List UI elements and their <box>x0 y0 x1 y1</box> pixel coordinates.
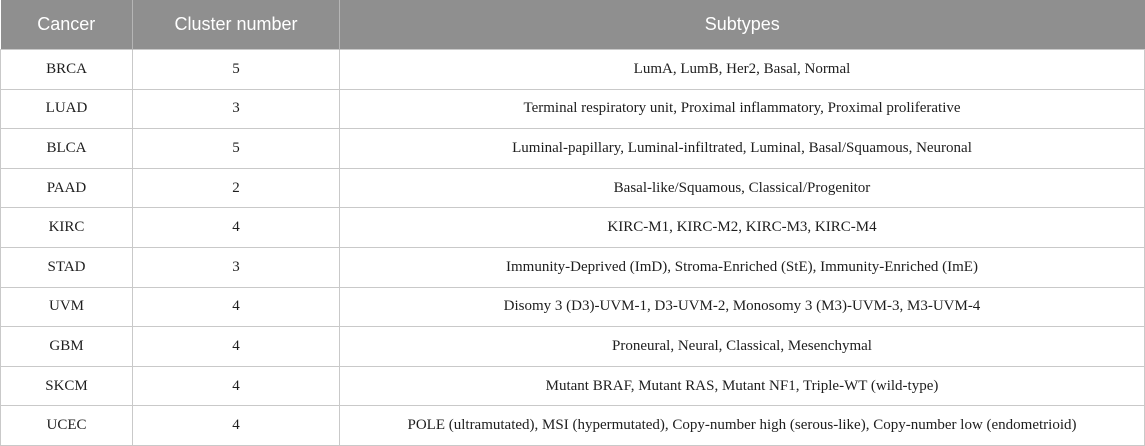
cell-subtypes: Luminal-papillary, Luminal-infiltrated, Luminal, Basal/Squamous, Neuronal <box>340 129 1145 169</box>
cell-cluster-number: 4 <box>133 327 340 367</box>
cell-cancer: GBM <box>1 327 133 367</box>
cell-cancer: LUAD <box>1 89 133 129</box>
cell-cancer: BRCA <box>1 50 133 90</box>
table-row <box>1 287 1145 327</box>
cell-subtypes: Mutant BRAF, Mutant RAS, Mutant NF1, Triple-WT (wild-type) <box>340 366 1145 406</box>
table-row <box>1 406 1145 446</box>
cell-cluster-number: 4 <box>133 287 340 327</box>
table-row <box>1 89 1145 129</box>
header-cancer: Cancer <box>1 0 133 50</box>
table-row <box>1 247 1145 287</box>
cell-cancer: SKCM <box>1 366 133 406</box>
cell-cluster-number: 2 <box>133 168 340 208</box>
cell-cancer: PAAD <box>1 168 133 208</box>
cell-cancer: UCEC <box>1 406 133 446</box>
cell-cluster-number: 3 <box>133 89 340 129</box>
cell-subtypes: Immunity-Deprived (ImD), Stroma-Enriched (StE), Immunity-Enriched (ImE) <box>340 247 1145 287</box>
cell-cancer: STAD <box>1 247 133 287</box>
header-subtypes: Subtypes <box>340 0 1145 50</box>
cell-cancer: UVM <box>1 287 133 327</box>
table-row <box>1 327 1145 367</box>
cell-subtypes: POLE (ultramutated), MSI (hypermutated), Copy-number high (serous-like), Copy-number low (endometrioid) <box>340 406 1145 446</box>
header-row <box>1 0 1145 50</box>
table-row <box>1 129 1145 169</box>
cell-cluster-number: 3 <box>133 247 340 287</box>
cell-subtypes: KIRC-M1, KIRC-M2, KIRC-M3, KIRC-M4 <box>340 208 1145 248</box>
table-row <box>1 50 1145 90</box>
cell-cluster-number: 4 <box>133 366 340 406</box>
cell-cluster-number: 4 <box>133 208 340 248</box>
cell-cancer: KIRC <box>1 208 133 248</box>
header-cluster-number: Cluster number <box>133 0 340 50</box>
cell-subtypes: LumA, LumB, Her2, Basal, Normal <box>340 50 1145 90</box>
cell-subtypes: Proneural, Neural, Classical, Mesenchymal <box>340 327 1145 367</box>
cell-cluster-number: 5 <box>133 50 340 90</box>
table-row <box>1 366 1145 406</box>
table-row <box>1 168 1145 208</box>
cell-cluster-number: 4 <box>133 406 340 446</box>
cell-subtypes: Disomy 3 (D3)-UVM-1, D3-UVM-2, Monosomy 3 (M3)-UVM-3, M3-UVM-4 <box>340 287 1145 327</box>
cell-cluster-number: 5 <box>133 129 340 169</box>
cell-cancer: BLCA <box>1 129 133 169</box>
table-row <box>1 208 1145 248</box>
cell-subtypes: Terminal respiratory unit, Proximal inflammatory, Proximal proliferative <box>340 89 1145 129</box>
cell-subtypes: Basal-like/Squamous, Classical/Progenitor <box>340 168 1145 208</box>
